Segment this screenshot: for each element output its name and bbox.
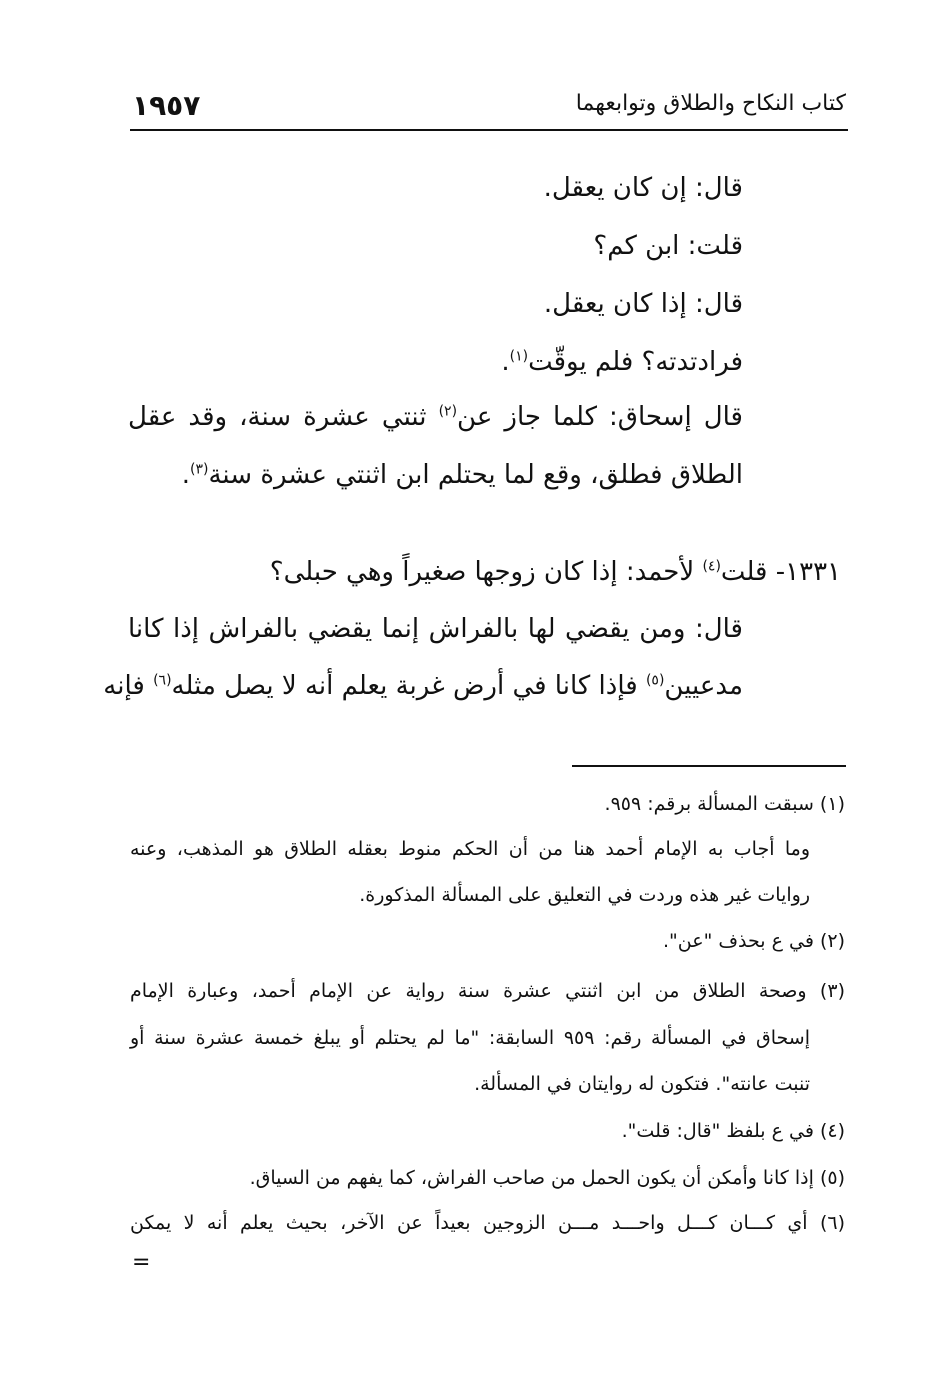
- body-line-9: [103, 671, 743, 701]
- footnote-separator: [572, 765, 846, 767]
- footnote-5: (٥) إذا كانا وأمكن أن يكون الحمل من صاحب الفراش، كما يفهم من السياق.: [249, 1167, 845, 1189]
- body-line-4-end: .: [501, 347, 510, 377]
- body-line-1: قال: إن كان يعقل.: [543, 173, 743, 203]
- footnote-1-line-2: وما أجاب به الإمام أحمد هنا من أن الحكم منوط بعقله الطلاق هو المذهب، وعنه: [130, 838, 810, 860]
- body-line-5-end: ثنتي عشرة سنة، وقد عقل: [128, 402, 439, 432]
- footnote-3-line-2: إسحاق في المسألة رقم: ٩٥٩ السابقة: "ما لم يحتلم أو يبلغ خمسة عشرة سنة أو: [130, 1027, 810, 1049]
- body-line-9-text: مدعيين: [664, 671, 743, 701]
- body-line-8: قال: ومن يقضي لها بالفراش إنما يقضي بالفراش إذا كانا: [128, 614, 743, 644]
- body-line-5-text: قال إسحاق: كلما جاز عن: [457, 402, 743, 432]
- page-header: [130, 85, 848, 131]
- footnote-1-line-3: روايات غير هذه وردت في التعليق على المسألة المذكورة.: [359, 884, 810, 906]
- footnote-ref-4: (٤): [702, 558, 721, 575]
- footnote-ref-6: (٦): [153, 672, 172, 689]
- issue-1331-text: ١٣٣١- قلت: [720, 557, 841, 587]
- footnote-ref-5: (٥): [645, 672, 665, 689]
- body-line-6-text: الطلاق فطلق، وقع لما يحتلم ابن اثنتي عشرة سنة: [208, 460, 743, 490]
- body-line-4: [501, 347, 743, 377]
- body-line-6-end: .: [181, 460, 191, 490]
- body-line-6: [182, 460, 743, 490]
- footnote-1: (١) سبقت المسألة برقم: ٩٥٩.: [604, 793, 845, 815]
- body-line-2: قلت: ابن كم؟: [593, 231, 743, 261]
- footnote-3: (٣) وصحة الطلاق من ابن اثنتي عشرة سنة رواية عن الإمام أحمد، وعبارة الإمام: [130, 980, 845, 1002]
- footnote-ref-1: (١): [509, 348, 529, 365]
- issue-1331-question: لأحمد: إذا كان زوجها صغيراً وهي حبلى؟: [269, 557, 703, 587]
- body-line-5: [128, 402, 743, 432]
- issue-1331-line: [270, 557, 841, 587]
- footnote-4: (٤) في ع بلفظ "قال: قلت".: [621, 1120, 845, 1142]
- footnote-ref-2: (٢): [438, 403, 458, 420]
- running-title: كتاب النكاح والطلاق وتوابعهما: [575, 91, 846, 116]
- page-number: ١٩٥٧: [132, 89, 201, 122]
- body-line-3: قال: إذا كان يعقل.: [543, 289, 743, 319]
- footnote-6: (٦) أي كـــان كـــل واحـــد مـــن الزوجين بعيداً عن الآخر، بحيث يعلم أنه لا يمكن: [130, 1212, 845, 1234]
- body-line-4-text: فرادتدته؟ فلم يوقّت: [528, 347, 743, 377]
- continuation-mark: =: [132, 1250, 151, 1275]
- footnote-3-line-3: تنبت عانته". فتكون له روايتان في المسألة.: [474, 1073, 810, 1095]
- body-line-9-mid: فإذا كانا في أرض غربة يعلم أنه لا يصل مثله: [171, 671, 646, 701]
- footnote-ref-3: (٣): [190, 461, 209, 478]
- footnote-2: (٢) في ع بحذف "عن".: [662, 930, 845, 952]
- body-line-9-end: فإنه: [103, 671, 154, 701]
